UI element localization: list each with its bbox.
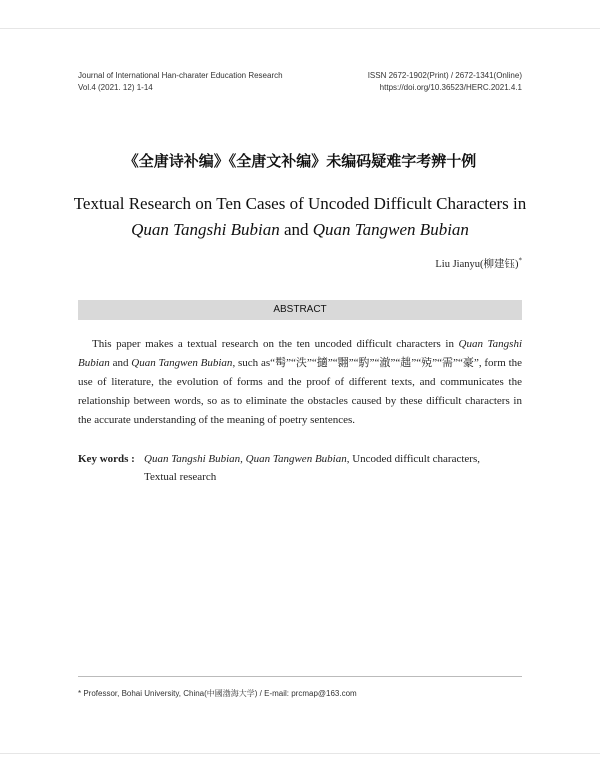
issn: ISSN 2672-1902(Print) / 2672-1341(Online) [367, 71, 522, 80]
title-en-book2: Quan Tangwen Bubian [312, 220, 469, 239]
keyword-rest-1: , Uncoded difficult characters, [346, 453, 480, 465]
keywords [78, 450, 522, 486]
title-english [60, 191, 540, 243]
abstract-book2: Quan Tangwen Bubian [131, 357, 233, 369]
running-header-right [368, 70, 522, 94]
footnote-rule [78, 676, 522, 677]
author [435, 256, 522, 271]
abstract-book1: Quan Tangshi Bubian [78, 338, 522, 369]
doi-link[interactable]: https://doi.org/10.36523/HERC.2021.4.1 [379, 83, 522, 92]
bottom-frame [0, 753, 600, 776]
abstract-text-2: and [109, 357, 132, 369]
title-en-prefix: Textual Research on Ten Cases of Uncoded Difficult Characters in [73, 194, 527, 213]
abstract-text-3: , such as“髩”“泆”“擿”“翾”“馰”“澈”“趉”“殑”“需”“豪”, form the use of literature, the evolution of forms and the proof of different texts, and communicates the relationship between words, so as to eliminate the obstacles caused by these difficult characters in the accurate understanding of the meaning of poetry sentences. [78, 357, 523, 426]
volume-info: Vol.4 (2021. 12) 1-14 [78, 83, 153, 92]
author-name: Liu Jianyu(柳建钰) [435, 259, 519, 270]
author-footnote-mark: * [518, 256, 522, 265]
abstract-text-1: This paper makes a textual research on the ten uncoded difficult characters in [92, 338, 459, 350]
running-header-left [78, 70, 283, 94]
keywords-text [144, 450, 480, 486]
journal-name: Journal of International Han-charater Education Research [78, 71, 283, 80]
keyword-rest-2: Textual research [144, 471, 217, 483]
keyword-book1: Quan Tangshi Bubian, [144, 453, 243, 465]
abstract-heading: ABSTRACT [78, 300, 522, 320]
footnote: * Professor, Bohai University, China(中國渤海大学) / E-mail: prcmap@163.com [78, 689, 357, 698]
title-en-and: and [279, 220, 313, 239]
abstract-body [78, 335, 522, 430]
title-chinese: 《全唐诗补编》《全唐文补编》未编码疑难字考辨十例 [123, 152, 477, 170]
top-frame [0, 0, 600, 29]
keyword-book2: Quan Tangwen Bubian [245, 453, 347, 465]
keywords-label: Key words : [78, 453, 135, 465]
title-en-book1: Quan Tangshi Bubian [131, 220, 280, 239]
